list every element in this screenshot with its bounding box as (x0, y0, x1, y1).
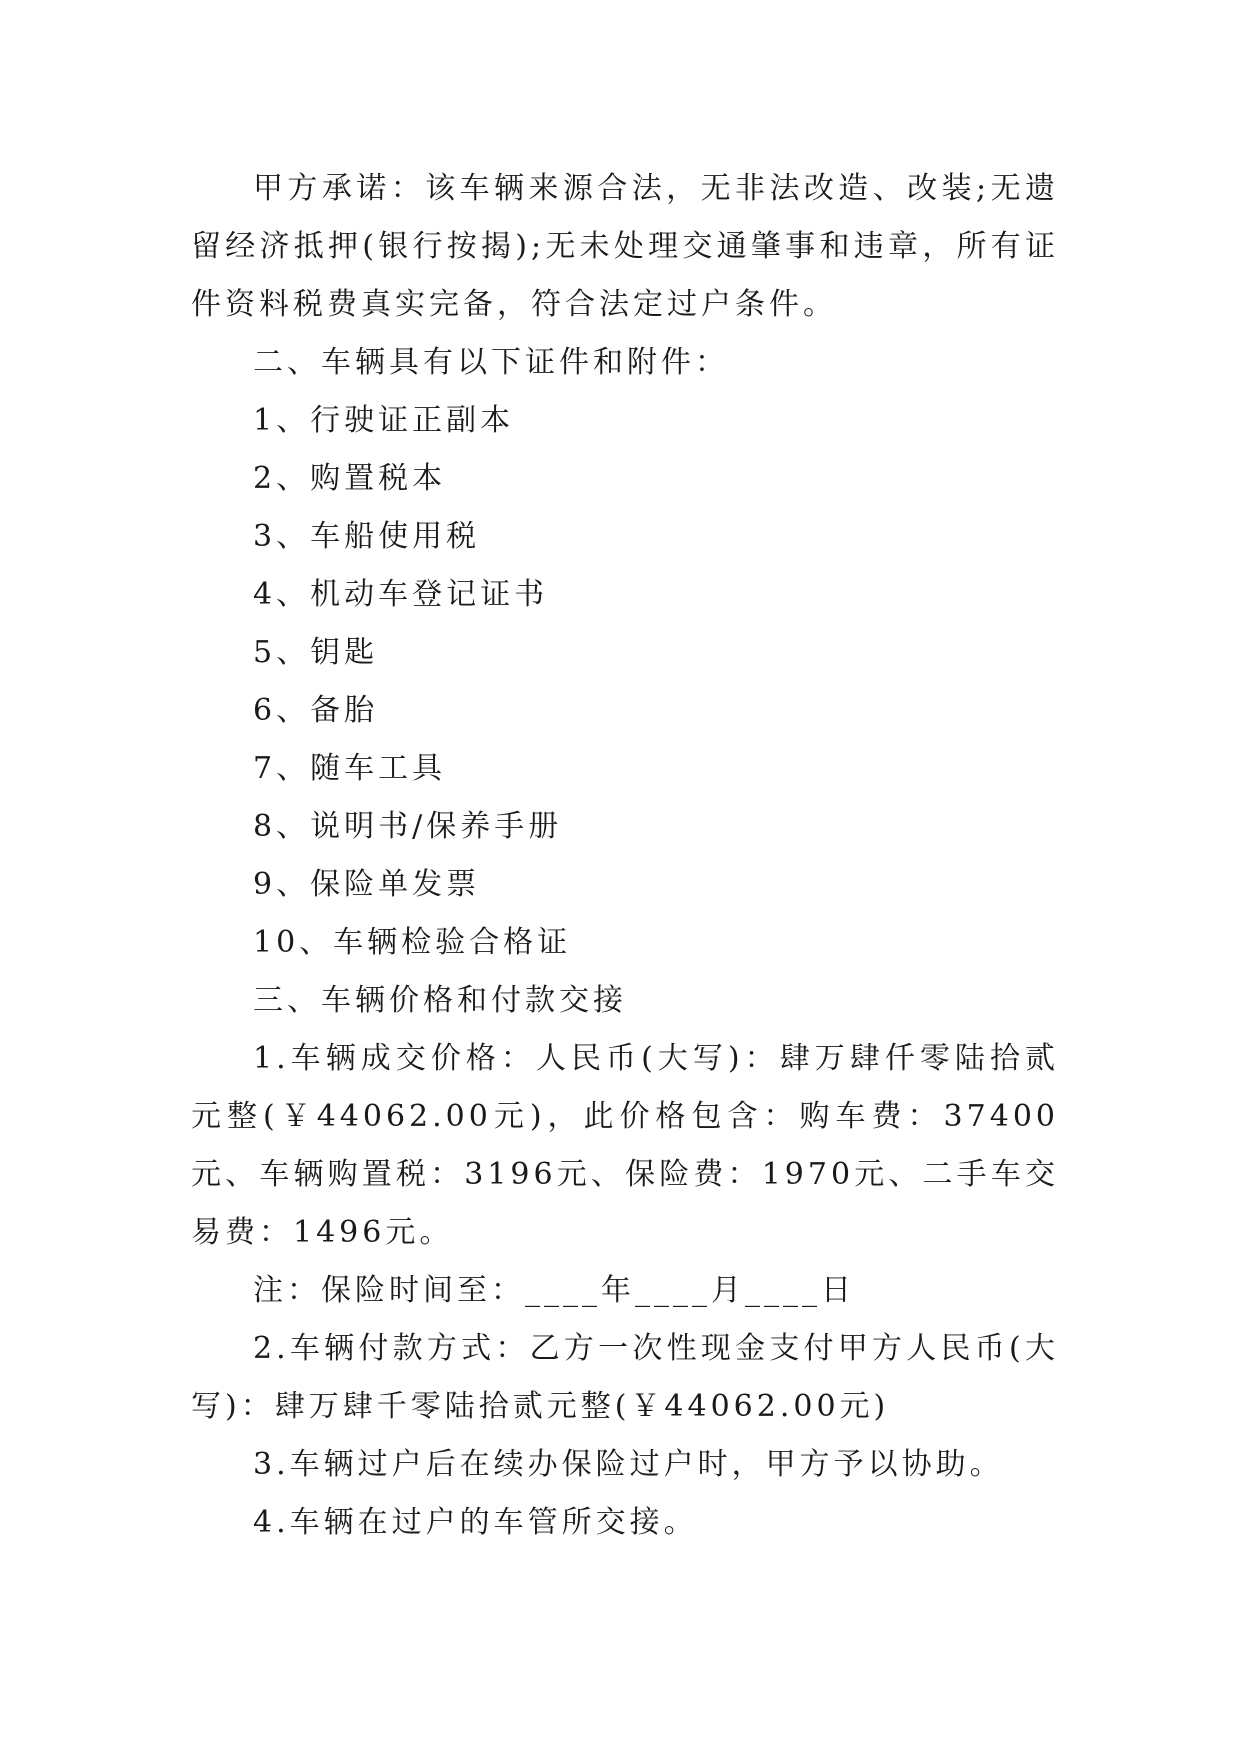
handover-paragraph: 4.车辆在过户的车管所交接。 (253, 1505, 698, 1540)
price-paragraph: 1.车辆成交价格：人民币(大写)：肆万肆仟零陆拾贰元整(￥44062.00元)，此价格包含：购车费：37400元、车辆购置税：3196元、保险费：1970元、二手车交易费：1496元。 (191, 1041, 1059, 1250)
list-item: 6、备胎 (253, 693, 379, 728)
list-item: 10、车辆检验合格证 (253, 925, 572, 960)
list-item: 9、保险单发票 (253, 867, 481, 902)
list-item: 3、车船使用税 (253, 519, 481, 554)
list-item: 4、机动车登记证书 (253, 577, 549, 612)
document-body (191, 160, 1059, 1552)
section-2-heading: 二、车辆具有以下证件和附件： (253, 345, 729, 380)
payment-paragraph: 2.车辆付款方式：乙方一次性现金支付甲方人民币(大写)：肆万肆千零陆拾贰元整(￥44062.00元) (191, 1331, 1059, 1424)
list-item: 2、购置税本 (253, 461, 447, 496)
list-item: 7、随车工具 (253, 751, 447, 786)
transfer-paragraph: 3.车辆过户后在续办保险过户时，甲方予以协助。 (253, 1447, 1004, 1482)
list-item: 1、行驶证正副本 (253, 403, 515, 438)
list-item: 5、钥匙 (253, 635, 379, 670)
promise-paragraph: 甲方承诺：该车辆来源合法，无非法改造、改装;无遗留经济抵押(银行按揭);无未处理交通肇事和违章，所有证件资料税费真实完备，符合法定过户条件。 (191, 171, 1059, 322)
section-3-heading: 三、车辆价格和付款交接 (253, 983, 627, 1018)
list-item: 8、说明书/保养手册 (253, 809, 563, 844)
insurance-note: 注：保险时间至：____年____月____日 (253, 1273, 855, 1308)
